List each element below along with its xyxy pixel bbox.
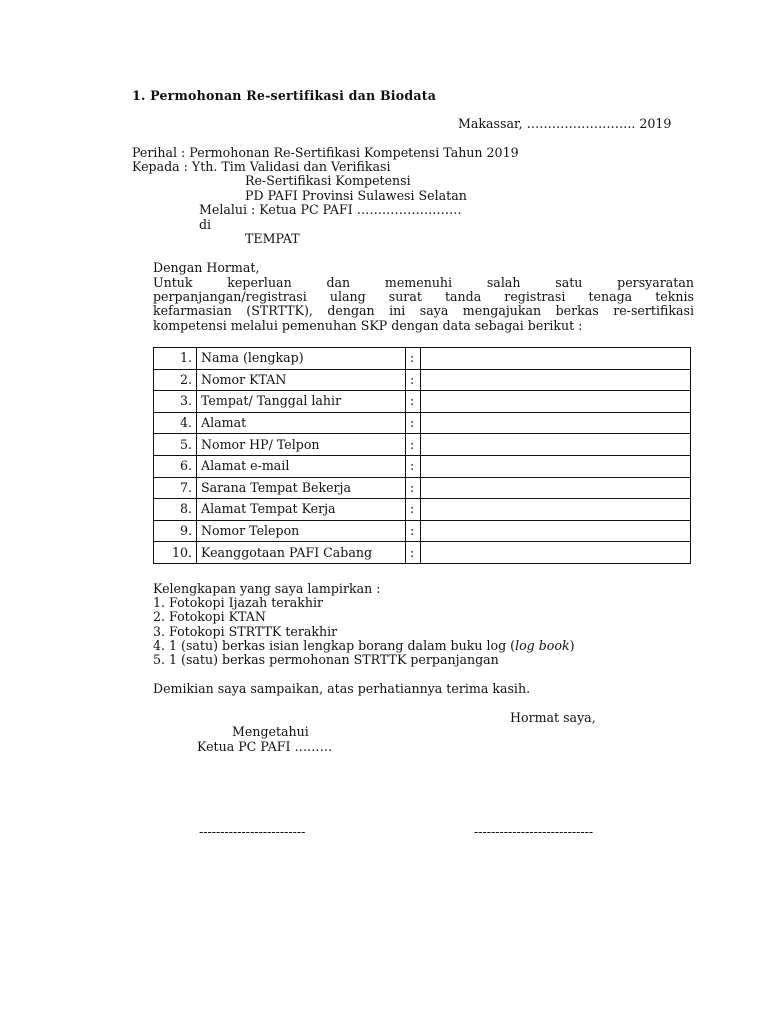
row-number: 10. — [154, 542, 197, 564]
page-title: 1. Permohonan Re-sertifikasi dan Biodata — [132, 88, 437, 103]
row-number: 1. — [154, 348, 197, 370]
signature-line-left: ------------------------- — [199, 824, 306, 839]
attachment-item: 1. Fotokopi Ijazah terakhir — [153, 595, 324, 610]
row-label: Tempat/ Tanggal lahir — [197, 391, 406, 413]
signature-left-title: Ketua PC PAFI ……… — [197, 739, 333, 754]
signature-left-label: Mengetahui — [232, 724, 309, 739]
table-row — [154, 412, 691, 434]
greeting: Dengan Hormat, — [153, 260, 260, 275]
row-label: Alamat — [197, 412, 406, 434]
signature-line-right: ---------------------------- — [474, 824, 594, 839]
melalui-line: Melalui : Ketua PC PAFI ……………………. — [199, 202, 462, 217]
row-separator: : — [406, 412, 421, 434]
row-separator: : — [406, 499, 421, 521]
row-number: 9. — [154, 520, 197, 542]
place-date: Makassar, …………………….. 2019 — [458, 116, 672, 131]
row-label: Sarana Tempat Bekerja — [197, 477, 406, 499]
intro-line-2: perpanjangan/registrasi ulang surat tanda registrasi tenaga teknis — [153, 289, 694, 304]
table-row — [154, 499, 691, 521]
attachment-item: 5. 1 (satu) berkas permohonan STRTTK perpanjangan — [153, 652, 499, 667]
attachments-intro: Kelengkapan yang saya lampirkan : — [153, 581, 381, 596]
row-value-field[interactable] — [421, 348, 691, 370]
row-value-field[interactable] — [421, 391, 691, 413]
row-separator: : — [406, 477, 421, 499]
attachment-item: 3. Fotokopi STRTTK terakhir — [153, 624, 338, 639]
row-separator: : — [406, 369, 421, 391]
table-row — [154, 477, 691, 499]
log-book-italic: log book — [515, 638, 570, 653]
intro-line-3: kefarmasian (STRTTK), dengan ini saya mengajukan berkas re-sertifikasi — [153, 303, 694, 318]
row-label: Nomor KTAN — [197, 369, 406, 391]
kepada-line: Kepada : Yth. Tim Validasi dan Verifikasi — [132, 159, 391, 174]
row-number: 6. — [154, 455, 197, 477]
attachment-item-text: 4. 1 (satu) berkas isian lengkap borang dalam buku log ( — [153, 638, 516, 653]
table-row — [154, 348, 691, 370]
row-label: Nomor Telepon — [197, 520, 406, 542]
row-separator: : — [406, 434, 421, 456]
signature-right-label: Hormat saya, — [510, 710, 596, 725]
row-value-field[interactable] — [421, 477, 691, 499]
row-label: Alamat Tempat Kerja — [197, 499, 406, 521]
row-value-field[interactable] — [421, 412, 691, 434]
tempat-line: TEMPAT — [245, 231, 300, 246]
row-label: Nomor HP/ Telpon — [197, 434, 406, 456]
row-value-field[interactable] — [421, 455, 691, 477]
row-number: 4. — [154, 412, 197, 434]
row-separator: : — [406, 391, 421, 413]
row-number: 2. — [154, 369, 197, 391]
row-value-field[interactable] — [421, 434, 691, 456]
kepada-line-3: PD PAFI Provinsi Sulawesi Selatan — [245, 188, 467, 203]
table-row — [154, 369, 691, 391]
row-separator: : — [406, 455, 421, 477]
row-number: 7. — [154, 477, 197, 499]
table-row — [154, 542, 691, 564]
intro-line-4: kompetensi melalui pemenuhan SKP dengan data sebagai berikut : — [153, 318, 583, 333]
table-row — [154, 455, 691, 477]
perihal-line: Perihal : Permohonan Re-Sertifikasi Kompetensi Tahun 2019 — [132, 145, 519, 160]
biodata-table — [153, 347, 691, 564]
row-value-field[interactable] — [421, 520, 691, 542]
attachment-item: 2. Fotokopi KTAN — [153, 609, 266, 624]
table-row — [154, 391, 691, 413]
row-value-field[interactable] — [421, 499, 691, 521]
row-separator: : — [406, 520, 421, 542]
row-number: 3. — [154, 391, 197, 413]
row-label: Alamat e-mail — [197, 455, 406, 477]
row-label: Nama (lengkap) — [197, 348, 406, 370]
table-row — [154, 434, 691, 456]
di-line: di — [199, 217, 212, 232]
row-number: 8. — [154, 499, 197, 521]
intro-line-1: Untuk keperluan dan memenuhi salah satu persyaratan — [153, 275, 694, 290]
row-value-field[interactable] — [421, 542, 691, 564]
row-separator: : — [406, 348, 421, 370]
table-row — [154, 520, 691, 542]
row-number: 5. — [154, 434, 197, 456]
closing-sentence: Demikian saya sampaikan, atas perhatiannya terima kasih. — [153, 681, 531, 696]
row-value-field[interactable] — [421, 369, 691, 391]
kepada-line-2: Re-Sertifikasi Kompetensi — [245, 173, 411, 188]
row-separator: : — [406, 542, 421, 564]
row-label: Keanggotaan PAFI Cabang — [197, 542, 406, 564]
attachment-item-close: ) — [569, 638, 575, 653]
